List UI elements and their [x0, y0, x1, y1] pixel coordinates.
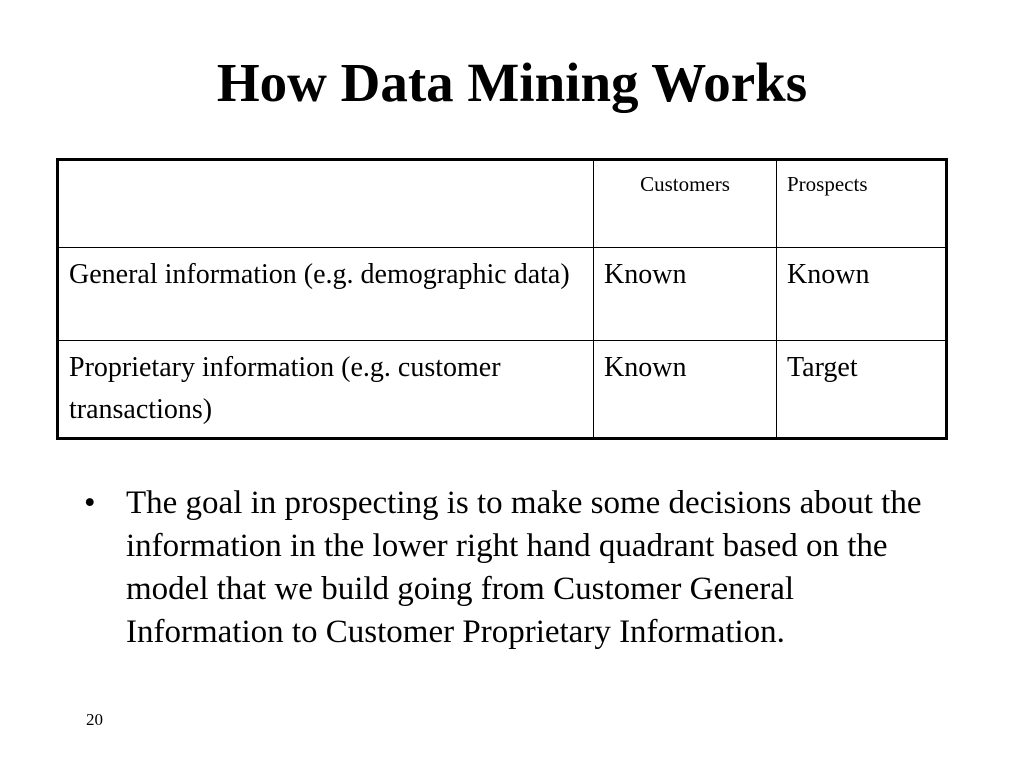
cell-general-prospects: Known [777, 248, 947, 341]
table-row [58, 341, 947, 439]
slide-title: How Data Mining Works [216, 52, 808, 113]
bullet-icon: • [84, 485, 96, 521]
bullet-text: The goal in prospecting is to make some decisions about the information in the lower right hand quadrant based on the model that we build going from Customer General Information to Customer Proprietary Information. [126, 485, 922, 650]
table-header-row [58, 160, 947, 248]
cell-proprietary-prospects: Target [777, 341, 947, 439]
list-item [84, 482, 944, 654]
bullet-list [84, 482, 944, 654]
cell-general-customers: Known [594, 248, 777, 341]
cell-proprietary-customers: Known [594, 341, 777, 439]
customers-column-header: Customers [594, 160, 777, 248]
table-row [58, 248, 947, 341]
row-label-general-information: General information (e.g. demographic data) [58, 248, 594, 341]
customers-prospects-table [56, 158, 948, 440]
table-corner-cell [58, 160, 594, 248]
prospects-column-header: Prospects [777, 160, 947, 248]
row-label-proprietary-information: Proprietary information (e.g. customer transactions) [58, 341, 594, 439]
slide-number: 20 [86, 710, 103, 729]
